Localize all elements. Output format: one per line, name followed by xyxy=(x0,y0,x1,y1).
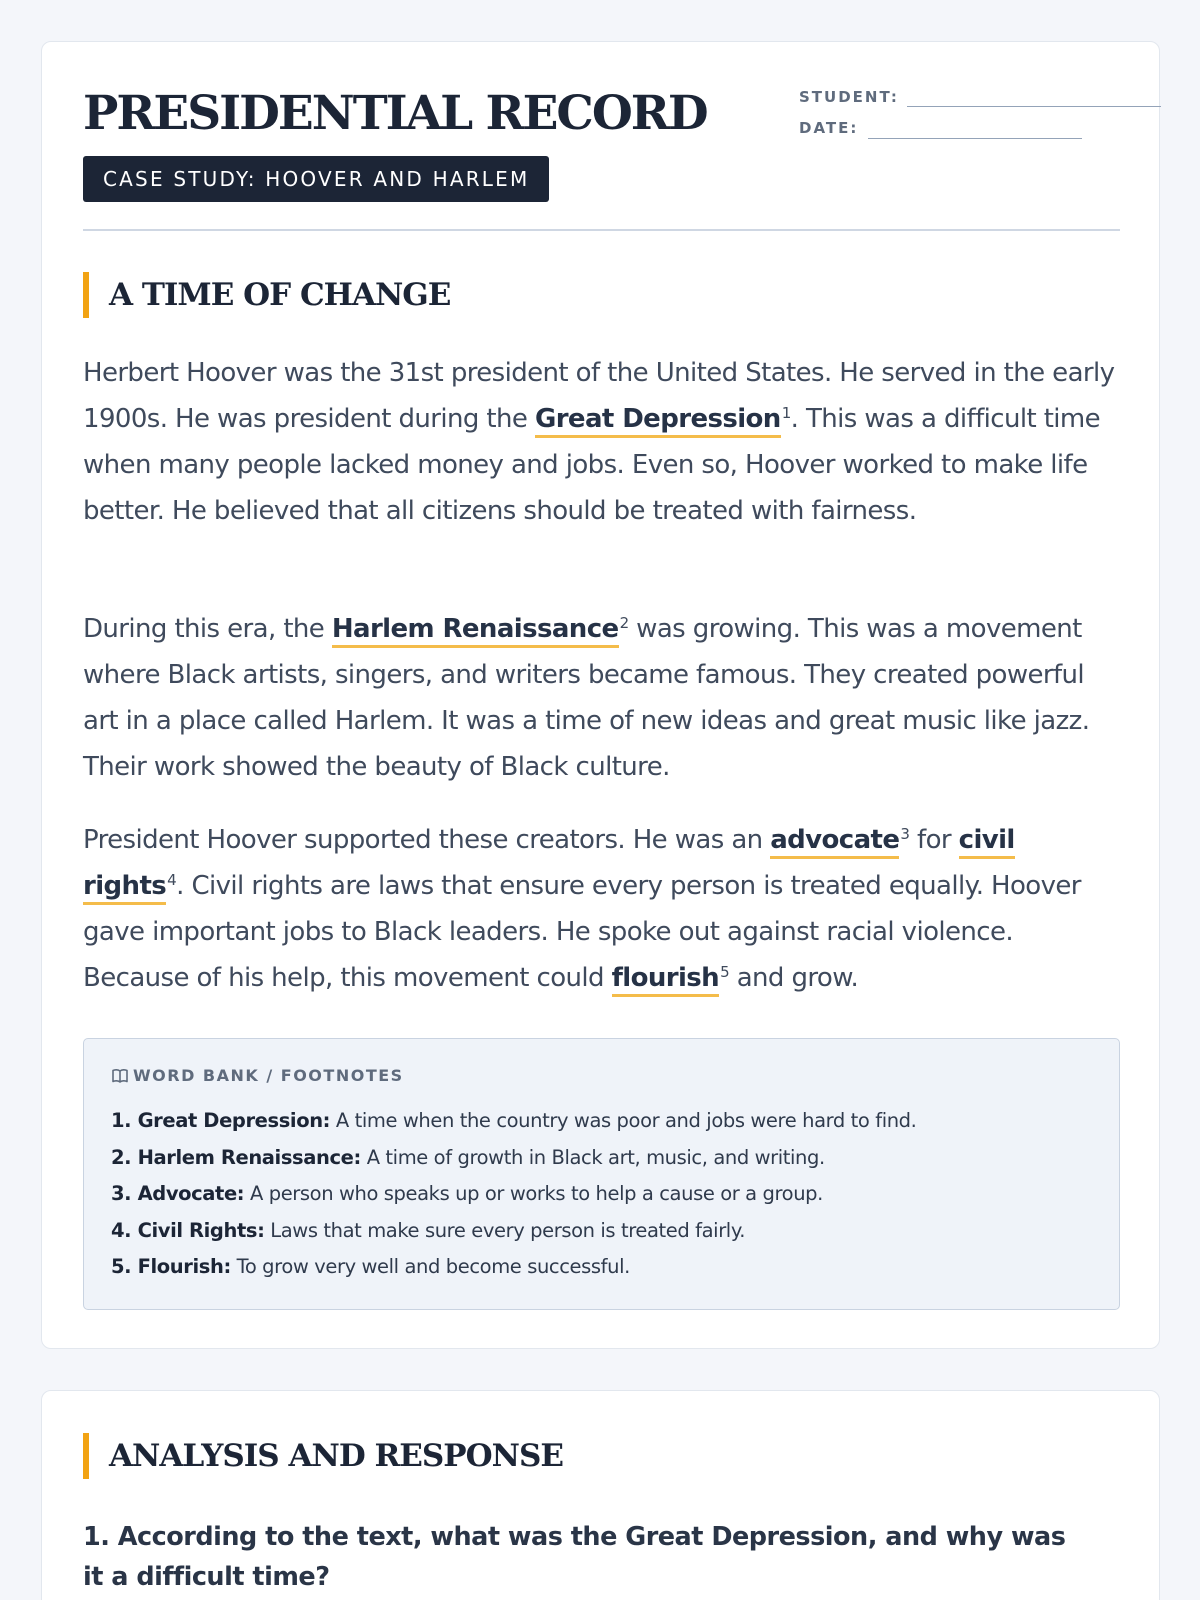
footnote-item: 5. Flourish: To grow very well and become successful. xyxy=(111,1255,630,1278)
footnote-item: 3. Advocate: A person who speaks up or works to help a cause or a group. xyxy=(111,1182,823,1205)
document-title: PRESIDENTIAL RECORD xyxy=(83,86,707,141)
term-civil-rights: civil rights xyxy=(83,825,1015,905)
section-heading-analysis: ANALYSIS AND RESPONSE xyxy=(83,1433,563,1479)
date-label: DATE: xyxy=(799,119,859,137)
reading-card xyxy=(41,41,1160,1349)
term-advocate: advocate xyxy=(770,825,899,859)
footnote-marker-4: 4 xyxy=(167,871,177,889)
date-line[interactable] xyxy=(868,138,1082,139)
term-flourish: flourish xyxy=(612,963,720,997)
footnote-marker-2: 2 xyxy=(619,614,629,632)
question-1: 1. According to the text, what was the Great Depression, and why was it a difficult time? xyxy=(83,1522,1066,1592)
paragraph-2: During this era, the Harlem Renaissance$^2$ was growing. This was a movement where Black artists, singers, and writers became famous. They created powerful art in a place called Harlem. It was a time of new ideas and great music like jazz. Their work showed the beauty of Black culture. xyxy=(83,614,1090,782)
word-bank xyxy=(83,1038,1120,1310)
open-book-icon xyxy=(111,1068,129,1084)
word-bank-title: WORD BANK / FOOTNOTES xyxy=(133,1066,404,1085)
footnote-marker-1: 1 xyxy=(781,404,791,422)
paragraph-1: Herbert Hoover was the 31st president of the United States. He served in the early 1900s. He was president during the Great Depression$^1$. This was a difficult time when many people lacked money and jobs. Even so, Hoover worked to make life better. He believed that all citizens should be treated with fairness. xyxy=(83,358,1115,526)
header-divider xyxy=(83,229,1120,231)
footnote-item: 2. Harlem Renaissance: A time of growth in Black art, music, and writing. xyxy=(111,1145,825,1169)
analysis-card xyxy=(41,1390,1160,1600)
word-bank-header xyxy=(111,1066,404,1085)
footnote-marker-3: 3 xyxy=(900,825,910,843)
footnote-marker-5: 5 xyxy=(720,963,730,981)
footnote-item: 4. Civil Rights: Laws that make sure every person is treated fairly. xyxy=(111,1218,745,1242)
paragraph-3: President Hoover supported these creators. He was an advocate$^3$ for civil rights$^4$. Civil rights are laws that ensure every person is treated equally. Hoover gave important jobs to Black leaders. He spoke out against racial violence. Because of his help, this movement could flourish$^5$ and grow. xyxy=(83,817,1123,1001)
section-heading-time-of-change: A TIME OF CHANGE xyxy=(83,272,450,318)
footnote-item: 1. Great Depression: A time when the country was poor and jobs were hard to find. xyxy=(111,1109,917,1132)
term-great-depression: Great Depression xyxy=(535,404,781,438)
student-name-line[interactable] xyxy=(907,106,1161,107)
case-study-badge: CASE STUDY: HOOVER AND HARLEM xyxy=(83,156,549,202)
footnote-list xyxy=(111,1103,916,1286)
term-harlem-renaissance: Harlem Renaissance xyxy=(332,614,619,648)
student-label: STUDENT: xyxy=(799,88,899,106)
